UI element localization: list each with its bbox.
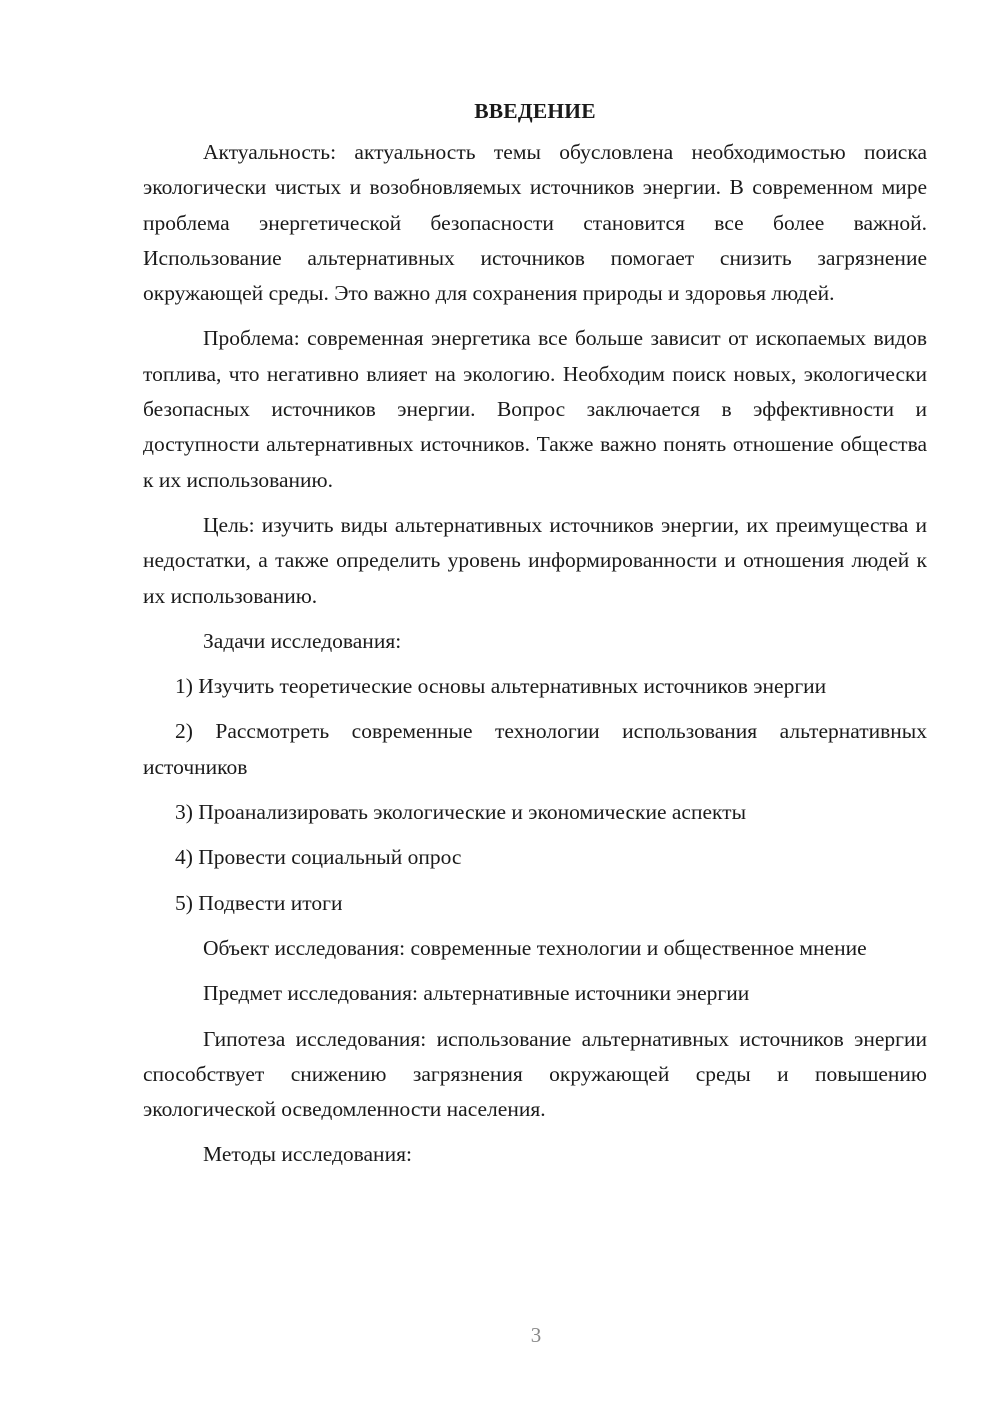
paragraph-goal: Цель: изучить виды альтернативных источников энергии, их преимущества и недостатки, а также определить уровень информированности и отношения людей к их использованию. xyxy=(143,512,927,608)
paragraph-subject: Предмет исследования: альтернативные источники энергии xyxy=(203,981,750,1006)
section-title: ВВЕДЕНИЕ xyxy=(474,99,596,123)
task-item-1: 1) Изучить теоретические основы альтернативных источников энергии xyxy=(175,674,827,699)
task-item-4: 4) Провести социальный опрос xyxy=(175,845,462,870)
paragraph-methods: Методы исследования: xyxy=(203,1142,412,1167)
task-item-5: 5) Подвести итоги xyxy=(175,890,343,915)
paragraph-object: Объект исследования: современные технологии и общественное мнение xyxy=(203,935,867,960)
paragraph-hypothesis: Гипотеза исследования: использование альтернативных источников энергии способствует снижению загрязнения окружающей среды и повышению экологической осведомленности населения. xyxy=(143,1026,927,1122)
task-item-2: 2) Рассмотреть современные технологии использования альтернативных источников xyxy=(143,719,927,779)
paragraph-tasks-heading: Задачи исследования: xyxy=(203,628,402,653)
paragraph-relevance: Актуальность: актуальность темы обусловлена необходимостью поиска экологически чистых и возобновляемых источников энергии. В современном мире проблема энергетической безопасности становится все более важной. Использование альтернативных источников помогает снизить загрязнение окружающей среды. Это важно для сохранения природы и здоровья людей. xyxy=(143,140,927,306)
task-item-3: 3) Проанализировать экологические и экономические аспекты xyxy=(175,800,747,825)
page-number: 3 xyxy=(530,1323,542,1347)
document-body xyxy=(143,92,927,1183)
paragraph-problem: Проблема: современная энергетика все больше зависит от ископаемых видов топлива, что негативно влияет на экологию. Необходим поиск новых, экологически безопасных источников энергии. Вопрос заключается в эффективности и доступности альтернативных источников. Также важно понять отношение общества к их использованию. xyxy=(143,326,927,492)
